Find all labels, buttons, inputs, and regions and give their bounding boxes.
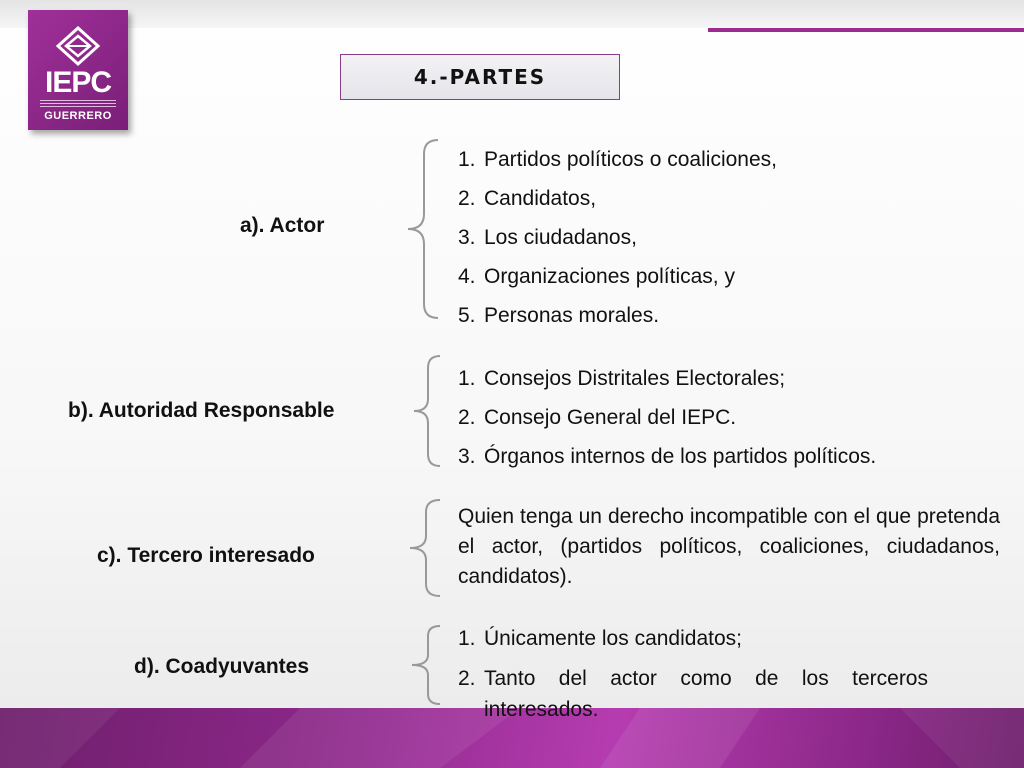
page-title: 4.-PARTES <box>413 65 547 89</box>
list-item: 1. Partidos políticos o coaliciones, <box>458 148 777 171</box>
actor-label: a). Actor <box>240 214 325 237</box>
coadyuvantes-item-2: 2. Tanto del actor como de los terceros interesados. <box>458 667 928 721</box>
coadyuvantes-brace <box>410 624 442 706</box>
list-item: 1. Consejos Distritales Electorales; <box>458 367 786 390</box>
list-item: 1. Únicamente los candidatos; <box>458 627 742 650</box>
title-box <box>340 54 620 100</box>
coadyuvantes-list <box>458 619 928 658</box>
coadyuvantes-label: d). Coadyuvantes <box>134 655 310 678</box>
actor-list <box>458 140 777 335</box>
list-item: 3. Los ciudadanos, <box>458 226 637 249</box>
logo-state: GUERRERO <box>44 110 112 122</box>
iepc-logo <box>28 10 128 130</box>
list-item: 4. Organizaciones políticas, y <box>458 265 735 288</box>
tercero-label: c). Tercero interesado <box>97 544 315 567</box>
list-item: 2. Candidatos, <box>458 187 597 210</box>
logo-name: IEPC <box>44 66 112 99</box>
autoridad-brace <box>412 354 442 468</box>
autoridad-list <box>458 359 876 476</box>
emblem-icon <box>52 26 104 66</box>
actor-brace <box>406 138 442 320</box>
list-item: 5. Personas morales. <box>458 304 660 327</box>
tercero-brace <box>408 498 442 598</box>
tercero-description: Quien tenga un derecho incompatible con el que pretenda el actor, (partidos políticos, coaliciones, ciudadanos, candidatos). <box>458 505 1000 588</box>
top-accent-line <box>708 28 1024 32</box>
list-item: 2. Consejo General del IEPC. <box>458 406 737 429</box>
autoridad-label: b). Autoridad Responsable <box>68 399 335 422</box>
logo-subtitle-lines <box>40 100 116 108</box>
list-item: 3. Órganos internos de los partidos políticos. <box>458 445 877 468</box>
top-band <box>0 0 1024 28</box>
